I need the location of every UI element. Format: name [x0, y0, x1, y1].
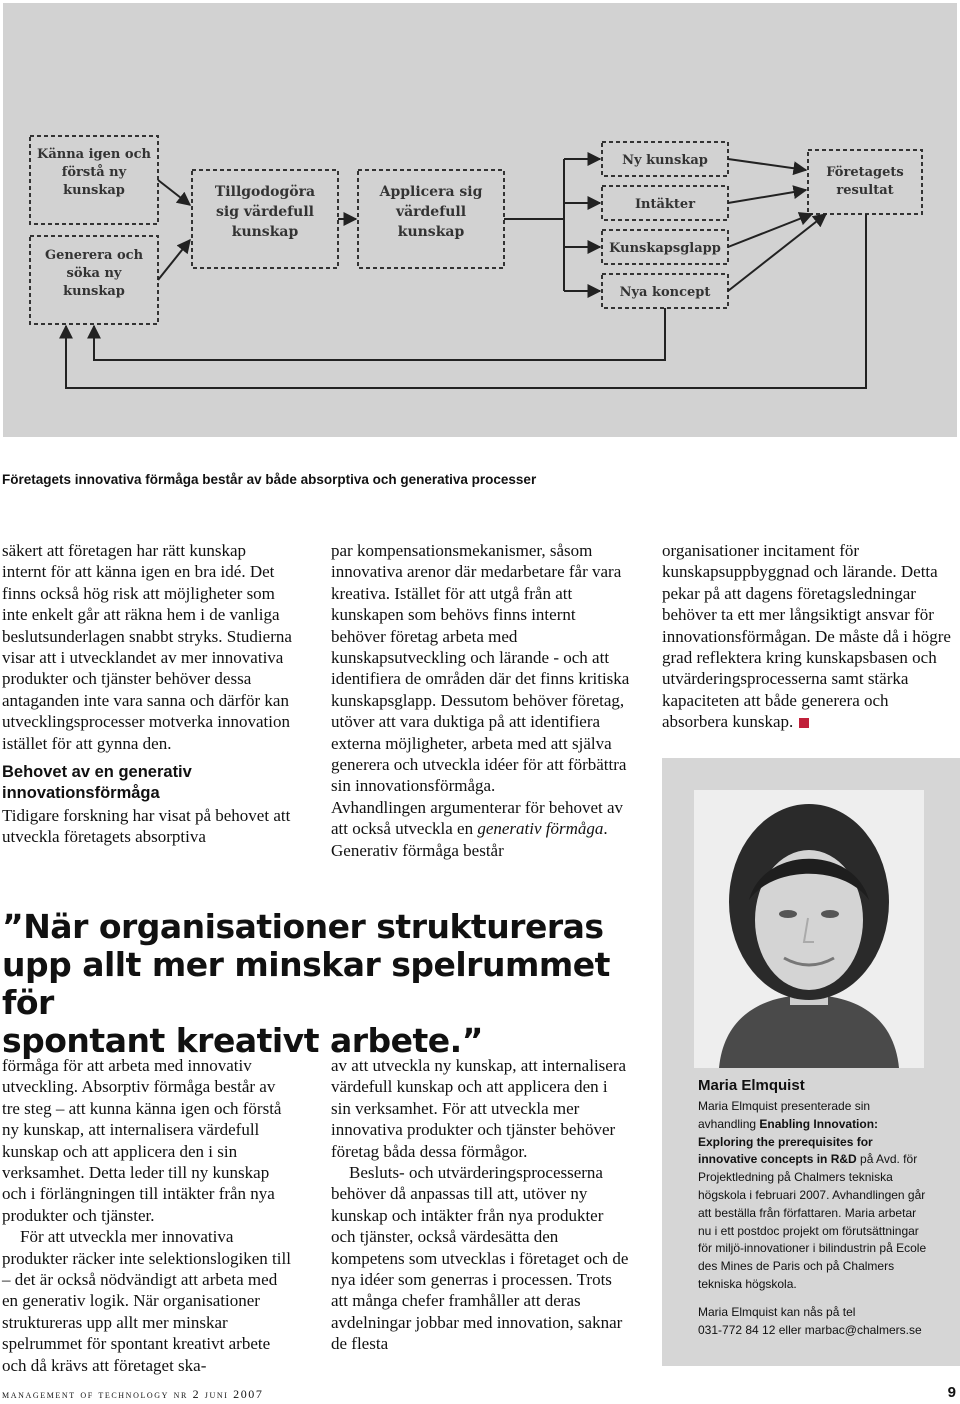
svg-text:sig värdefull	[216, 204, 314, 220]
generera-line-2: söka ny	[66, 266, 122, 281]
process-diagram	[0, 0, 960, 440]
svg-text:Känna igen och	[37, 147, 151, 162]
body-paragraph	[662, 540, 958, 733]
intakter-label: Intäkter	[634, 197, 696, 212]
portrait-illustration	[694, 790, 924, 1068]
body-paragraph: Tidigare forskning har visat på behovet att utveckla företagets absorptiva	[2, 805, 291, 847]
svg-text:kunskap	[63, 183, 125, 198]
generera-line-1: Generera och	[44, 248, 144, 263]
kanna-line-1: Känna igen och	[37, 147, 151, 162]
tillgodo-line-1: Tillgodogöra	[214, 184, 316, 200]
body-paragraph: För att utveckla mer innovativa produkter räcker inte selektionslogiken till – det är också nödvändigt att arbeta med en generativ logik. När organisationer struktureras upp allt mer minskar spelrummet för spontant kreativt arbete och då krävs att företaget ska-	[2, 1227, 291, 1375]
svg-text:Företagets	[826, 165, 903, 180]
foretagets-line-2: resultat	[836, 183, 894, 198]
diagram-background	[3, 3, 957, 437]
kanna-line-2: förstå ny	[61, 165, 127, 180]
body-paragraph: säkert att företagen har rätt kunskap internt för att känna igen en bra idé. Det finns också hög risk att möjligheter som inte enkelt går att räkna hem i de vanliga beslutsunderlagen snabbt stryks. Studierna visar att i utvecklandet av mer innovativa produkter och tjänster behöver dessa antaganden inte vara sanna och därför kan utvecklingsprocesser motverka innovation istället för att gynna den.	[2, 541, 292, 753]
applicera-line-2: värdefull	[395, 204, 467, 220]
pull-quote-line: ”När organisationer struktureras	[2, 907, 604, 946]
contact-line: Maria Elmquist kan nås på tel	[698, 1304, 856, 1319]
contact-line: 031-772 84 12 eller marbac@chalmers.se	[698, 1322, 922, 1337]
text-span: Avhandlingen argumenterar för behovet av att också utveckla en	[331, 797, 624, 839]
text-span: organisationer incitament för kunskapsuppbyggnad och lärande. Detta pekar på att dagens företagsledningar behöver ta ett mer långsiktigt ansvar för innovationsförmågan. De måste då i högre grad reflektera kring kunskapsbasen och utvärderingsprocesserna samt stärka kapaciteten att både generera och absorbera kunskap.	[662, 541, 951, 732]
column-1-bottom	[2, 1055, 294, 1376]
section-heading: Behovet av en generativ innovationsförmåga	[2, 763, 192, 803]
pull-quote-line: spontant kreativt arbete.”	[2, 1021, 483, 1060]
author-box	[662, 758, 960, 1366]
tillgodo-line-2: sig värdefull	[216, 204, 314, 220]
thesis-title: Enabling Innovation: Exploring the prerequisites for innovative concepts in R&D	[698, 1116, 879, 1167]
text-span: på Avd. för Projektledning på Chalmers tekniska högskola i februari 2007. Avhandlingen går att beställa från författaren. Maria arbetar nu i ett postdoc projekt om förutsättningar för miljö-innovationer i bilindustrin på Ecole des Mines de Paris och på Chalmers tekniska högskola.	[698, 1152, 927, 1291]
footer-text: management of technology nr 2 juni 2007	[2, 1387, 264, 1401]
svg-text:förstå ny	[62, 164, 127, 180]
emphasis-text: generativ förmåga	[477, 819, 604, 839]
text-span: Maria Elmquist presenterade sin avhandling	[698, 1099, 871, 1131]
kunskapsglapp-label: Kunskapsglapp	[609, 241, 721, 256]
author-name: Maria Elmquist	[698, 1077, 805, 1094]
applicera-line-3: kunskap	[397, 224, 465, 240]
svg-text:kunskap	[398, 224, 465, 240]
page-number: 9	[947, 1384, 956, 1401]
svg-text:söka ny	[67, 266, 122, 281]
svg-text:Generera och	[45, 248, 144, 263]
svg-text:Applicera sig	[379, 184, 483, 200]
figure-caption: Företagets innovativa förmåga består av både absorptiva och generativa processer	[2, 472, 537, 487]
column-2-bottom	[331, 1055, 631, 1355]
bio-text	[698, 1098, 928, 1294]
svg-text:Tillgodogöra	[215, 184, 315, 200]
foretagets-line-1: Företagets	[826, 165, 904, 180]
nya-koncept-label: Nya koncept	[619, 285, 711, 300]
body-paragraph: Besluts- och utvärderingsprocesserna behöver då anpassas till att, utöver ny kunskap och intäkter från nya produkter och tjänster, också värdesätta den kompetens som utvecklas i företaget och de nya idéer som generras i processen. Trots att många chefer framhåller att deras avdelningar jobbar med innovation, saknar de flesta	[331, 1163, 629, 1354]
column-3-top	[662, 540, 958, 733]
column-2-top	[331, 540, 631, 861]
body-paragraph: par kompensationsmekanismer, såsom innovativa arenor där medarbetare får vara kreativa. Istället för att utgå från att kunskapen som behövs finns internt behöver företag arbeta med kunskapsutveckling och lärande - och att identifiera de områden där det finns kritiska kunskapsglapp. Dessutom behöver företag, utöver att vara duktiga på att identifiera externa möjligheter, arbeta med att själva generera och utveckla idéer för att förbättra sin innovationsförmåga.	[331, 541, 630, 796]
pull-quote	[2, 908, 642, 1060]
tillgodo-line-3: kunskap	[231, 224, 299, 240]
author-bio	[698, 1076, 928, 1339]
body-paragraph: förmåga för att arbeta med innovativ utveckling. Absorptiv förmåga består av tre steg – att kunna känna igen och förstå ny kunskap, att internalisera värdefull kunskap och att applicera den i sin verksamhet. Detta leder till ny kunskap och i förlängningen till intäkter från nya produkter och tjänster.	[2, 1056, 282, 1225]
svg-text:kunskap	[63, 284, 125, 299]
body-paragraph	[331, 797, 631, 861]
svg-text:värdefull	[395, 204, 466, 220]
ny-kunskap-label: Ny kunskap	[622, 153, 708, 168]
column-1-top	[2, 540, 294, 848]
generera-line-3: kunskap	[63, 284, 125, 299]
kanna-line-3: kunskap	[63, 183, 125, 198]
applicera-line-1: Applicera sig	[379, 184, 483, 200]
end-mark-icon	[799, 718, 809, 728]
author-portrait	[694, 790, 924, 1068]
body-paragraph: av att utveckla ny kunskap, att internalisera värdefull kunskap och att applicera den i sin verksamhet. För att utveckla mer innovativa produkter och tjänster behöver företag båda dessa förmågor.	[331, 1056, 627, 1161]
text-span: . Generativ förmåga består	[331, 819, 608, 860]
pull-quote-line: upp allt mer minskar spelrummet för	[2, 945, 610, 1022]
svg-text:kunskap	[232, 224, 299, 240]
svg-text:resultat	[836, 183, 893, 198]
